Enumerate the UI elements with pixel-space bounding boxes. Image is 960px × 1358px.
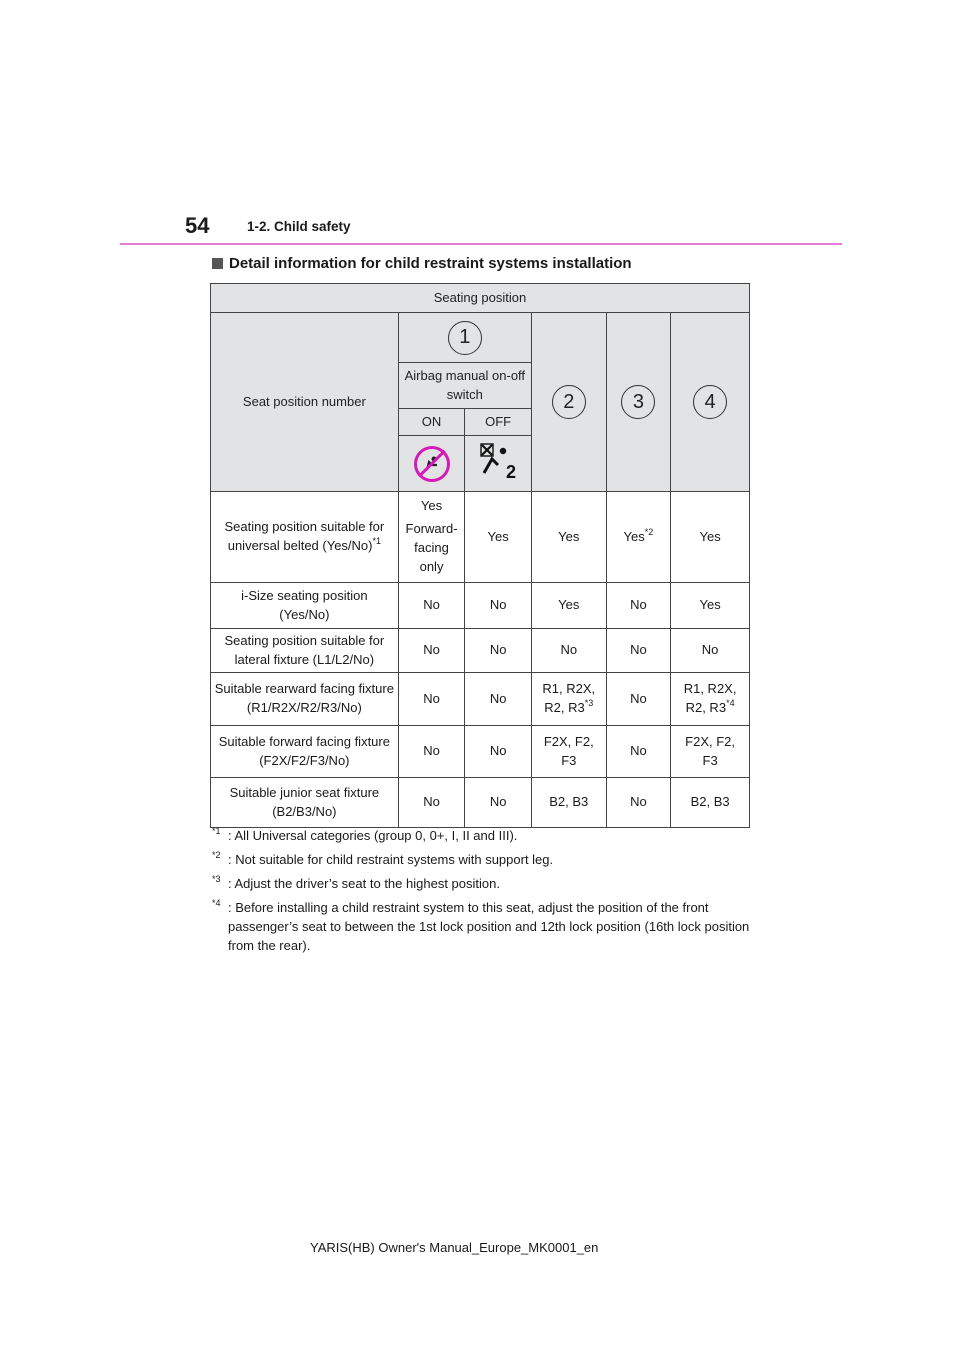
row-label-text: Seating position suitable for universal belted (Yes/No)	[224, 519, 385, 553]
airbag-on-icon-cell	[398, 436, 465, 492]
footnote: $^{*2}$ : Not suitable for child restraint systems with support leg.	[212, 850, 554, 867]
row-cell: No	[465, 629, 532, 673]
page-number: 54	[185, 213, 210, 238]
seat-number-4-badge: 4	[693, 385, 727, 419]
footnote: $^{*1}$ : All Universal categories (group 0, 0+, I, II and III).	[212, 826, 518, 843]
subheading-text: Detail information for child restraint systems installation	[229, 255, 632, 272]
switch-on-label: ON	[398, 409, 465, 436]
seat-number-2-badge: 2	[552, 385, 586, 419]
row-on-value: No	[398, 673, 465, 726]
seated-child-icon	[422, 454, 442, 474]
airbag-switch-label: Airbag manual on-off switch	[398, 363, 531, 409]
row-cell: No	[606, 583, 671, 629]
row-cell: No	[531, 629, 606, 673]
seat-number-3	[606, 313, 671, 492]
row-on-value: No	[398, 726, 465, 778]
footnote: $^{*4}$ : Before installing a child restraint system to this seat, adjust the position of the front passenger’s seat to between the 1st lock position and 12th lock position (16th lock position from the rear).	[212, 898, 750, 953]
airbag-off-icon	[476, 441, 520, 481]
table-row	[211, 583, 750, 629]
seat-number-1	[398, 313, 531, 363]
row-cell: F2X, F2, F3	[671, 726, 750, 778]
seat-number-2	[531, 313, 606, 492]
footer: YARIS(HB) Owner's Manual_Europe_MK0001_en	[310, 1240, 599, 1255]
row-on-value: No	[398, 778, 465, 828]
subheading	[212, 255, 632, 272]
row-label: Seating position suitable for lateral fixture (L1/L2/No)	[211, 629, 399, 673]
switch-off-label: OFF	[465, 409, 532, 436]
seat-position-number-label: Seat position number	[211, 313, 399, 492]
child-restraint-table	[210, 283, 750, 828]
row-label: Suitable junior seat fixture (B2/B3/No)	[211, 778, 399, 828]
row-cell: No	[671, 629, 750, 673]
row-cell: Yes	[671, 492, 750, 583]
svg-text:2: 2	[506, 461, 517, 481]
row-cell: F2X, F2, F3	[531, 726, 606, 778]
row-cell: B2, B3	[531, 778, 606, 828]
footnotes	[212, 826, 752, 960]
row-label-note: *1	[372, 536, 381, 546]
airbag-on-icon	[414, 446, 450, 482]
row-cell: No	[606, 673, 671, 726]
row-on-value-text: Yes	[420, 498, 443, 514]
footnote: $^{*3}$ : Adjust the driver’s seat to the highest position.	[212, 874, 500, 891]
section-title: 1-2. Child safety	[247, 219, 351, 234]
row-on-value: No	[398, 629, 465, 673]
row-cell: No	[606, 629, 671, 673]
square-bullet-icon	[212, 258, 223, 269]
row-cell: Yes$^{*2}$	[606, 492, 671, 583]
row-cell: Yes	[531, 583, 606, 629]
row-cell: B2, B3	[671, 778, 750, 828]
row-cell: No	[465, 583, 532, 629]
row-label: i-Size seating position (Yes/No)	[211, 583, 399, 629]
row-cell: R1, R2X, R2, R3$^{*4}$	[671, 673, 750, 726]
table-row	[211, 492, 750, 583]
row-cell: Yes	[531, 492, 606, 583]
seat-number-4	[671, 313, 750, 492]
row-label: Suitable forward facing fixture (F2X/F2/F3/No)	[211, 726, 399, 778]
seating-position-header: Seating position	[211, 284, 750, 313]
header-rule	[120, 243, 842, 245]
row-label	[211, 492, 399, 583]
table-row	[211, 673, 750, 726]
seat-number-3-badge: 3	[621, 385, 655, 419]
row-cell: Yes	[465, 492, 532, 583]
row-cell: No	[465, 726, 532, 778]
row-cell: Yes	[671, 583, 750, 629]
row-cell: R1, R2X, R2, R3$^{*3}$	[531, 673, 606, 726]
row-label: Suitable rearward facing fixture (R1/R2X/R2/R3/No)	[211, 673, 399, 726]
table-row	[211, 726, 750, 778]
row-cell: No	[465, 778, 532, 828]
row-on-value-extra: Forward-facing only	[405, 521, 458, 574]
row-cell: No	[465, 673, 532, 726]
row-cell: No	[606, 778, 671, 828]
airbag-off-icon-cell	[465, 436, 532, 492]
seat-number-1-badge: 1	[448, 321, 482, 355]
table-row	[211, 629, 750, 673]
row-on-value: No	[398, 583, 465, 629]
row-cell: No	[606, 726, 671, 778]
table-row	[211, 778, 750, 828]
row-on-value	[398, 492, 465, 583]
